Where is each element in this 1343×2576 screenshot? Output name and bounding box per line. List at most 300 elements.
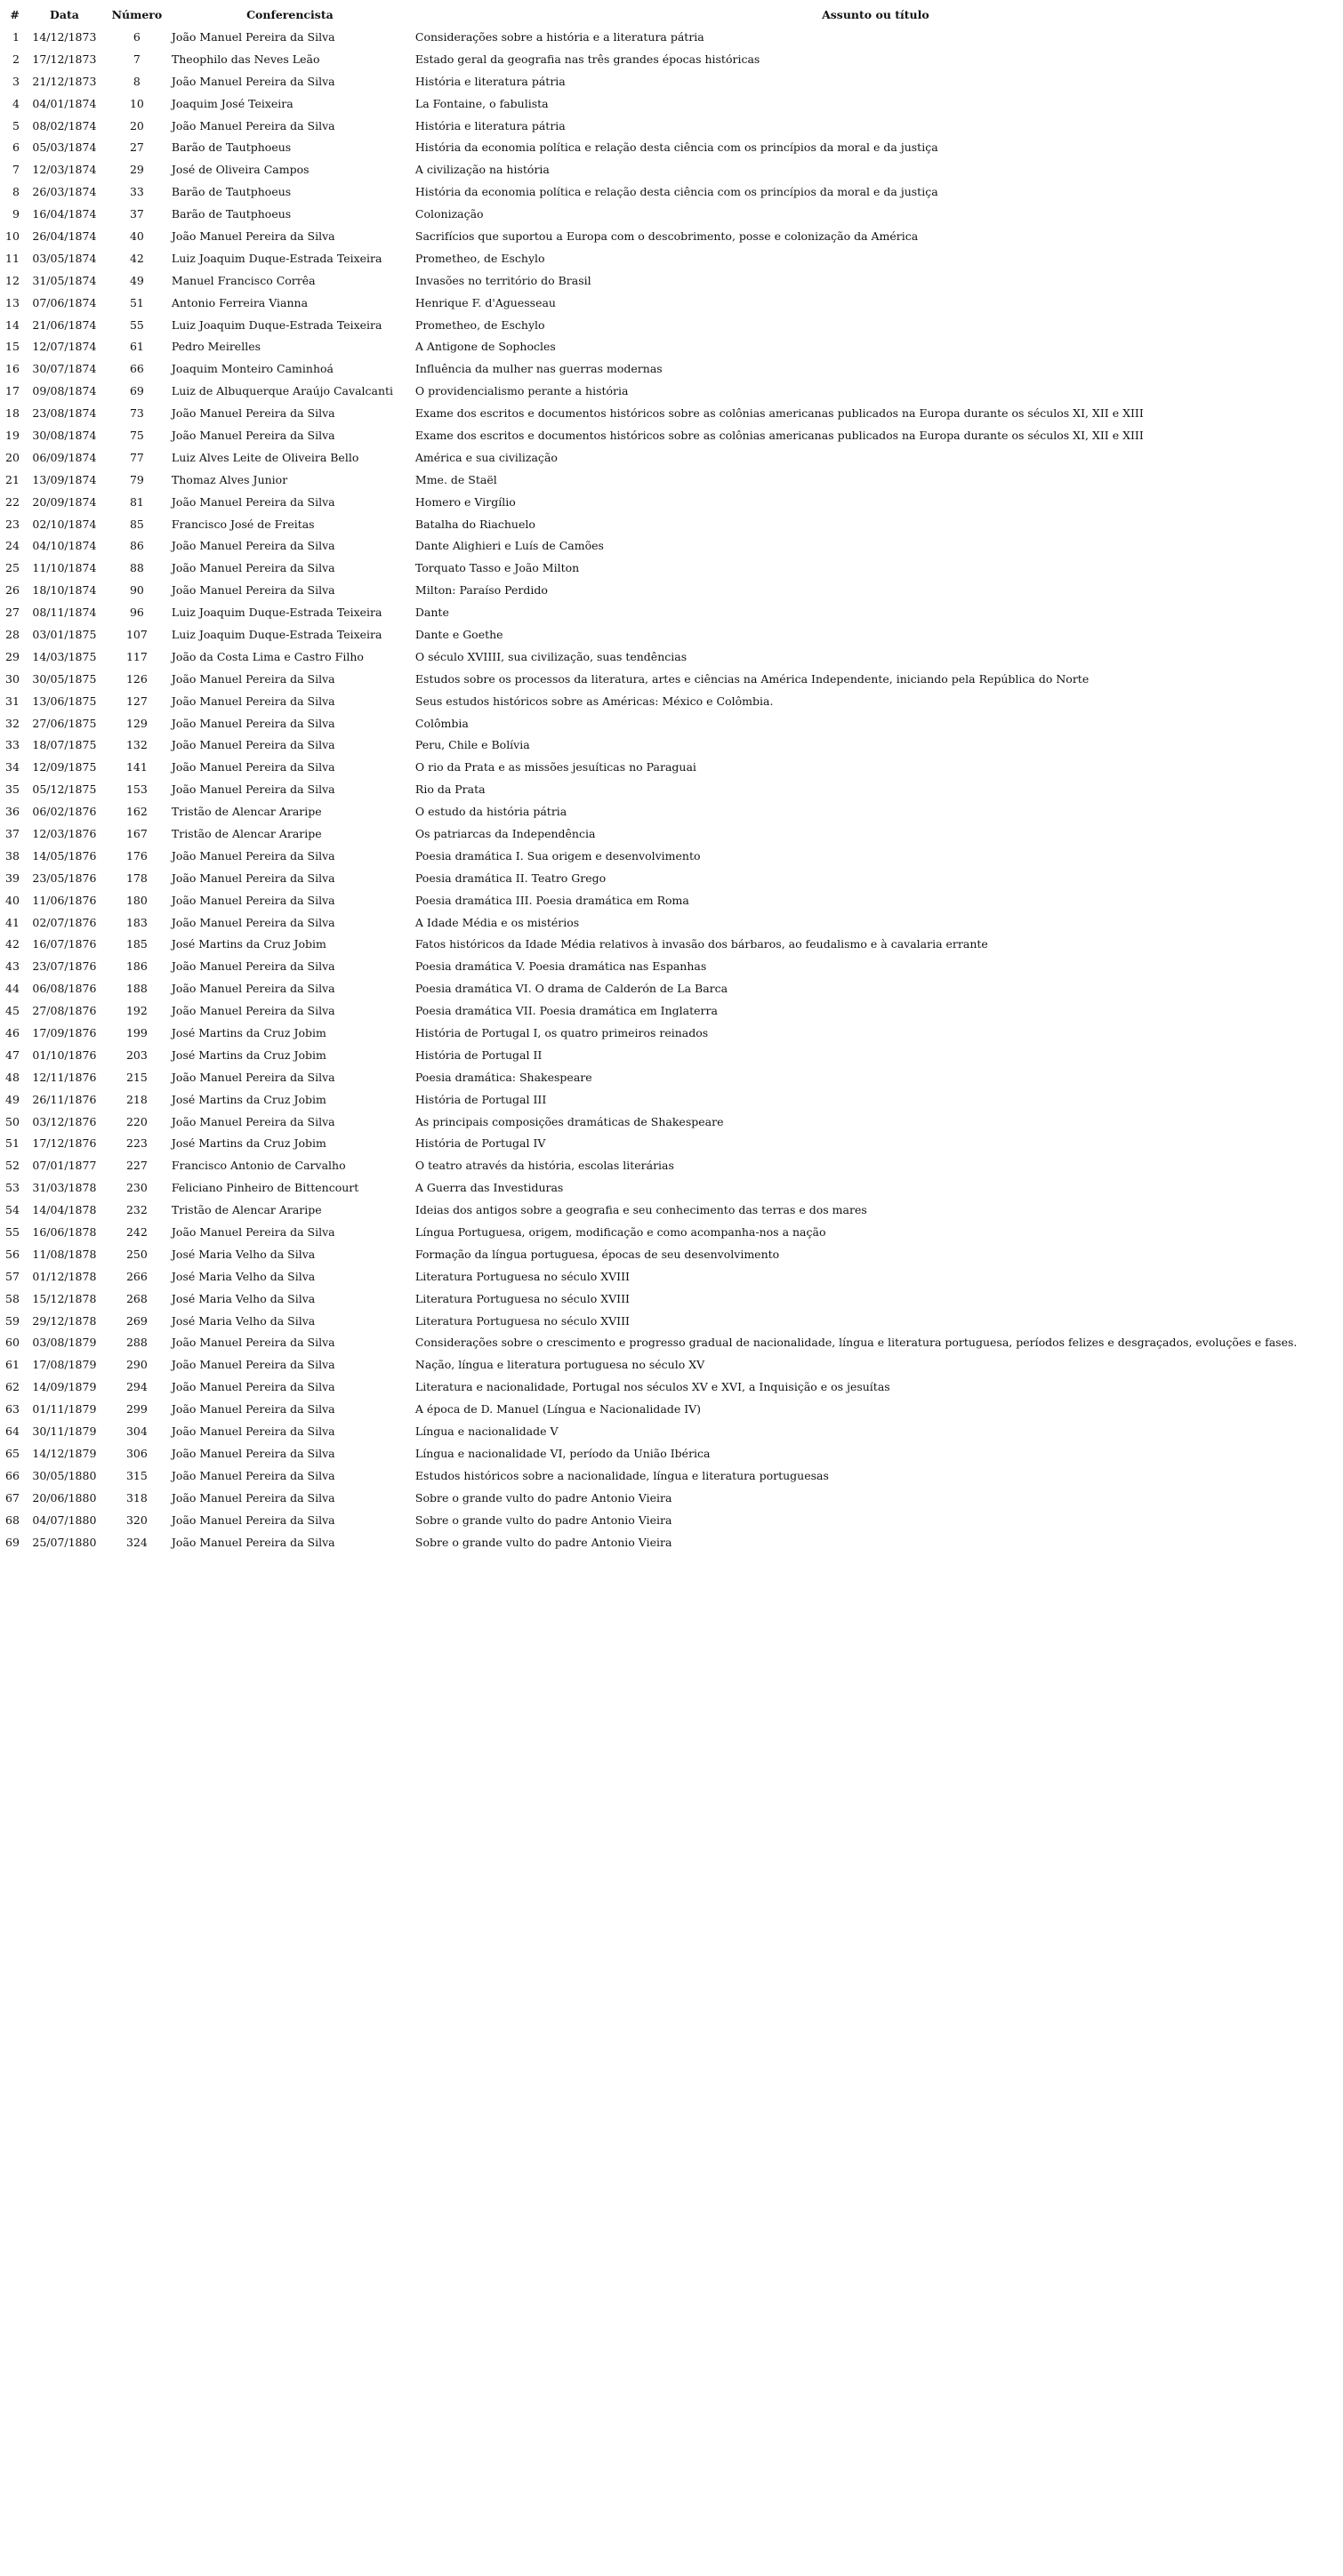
- cell-lecturer: João Manuel Pereira da Silva: [171, 1114, 335, 1128]
- cell-subject: Poesia dramática I. Sua origem e desenvolvimento: [414, 848, 701, 863]
- cell-number: 107: [125, 627, 148, 641]
- cell-lecturer: Manuel Francisco Corrêa: [171, 273, 316, 287]
- cell-date: 17/08/1879: [32, 1358, 97, 1372]
- cell-number: 220: [125, 1114, 148, 1128]
- cell-lecturer: João Manuel Pereira da Silva: [171, 1070, 335, 1084]
- cell-lecturer: João Manuel Pereira da Silva: [171, 871, 335, 885]
- table-row: [2, 1353, 1339, 1376]
- table-row: [2, 579, 1339, 601]
- cell-subject: Milton: Paraíso Perdido: [414, 583, 548, 598]
- cell-subject: Dante Alighieri e Luís de Camões: [414, 539, 604, 553]
- cell-index: 52: [5, 1159, 20, 1173]
- cell-lecturer: Pedro Meirelles: [171, 340, 261, 354]
- cell-index: 48: [5, 1070, 20, 1084]
- cell-lecturer: Joaquim José Teixeira: [171, 96, 294, 110]
- cell-number: 61: [129, 340, 144, 354]
- cell-date: 09/08/1874: [32, 384, 97, 398]
- table-row: [2, 867, 1339, 889]
- cell-subject: Dante e Goethe: [414, 627, 503, 641]
- cell-subject: Torquato Tasso e João Milton: [414, 561, 580, 575]
- cell-number: 218: [125, 1092, 148, 1106]
- cell-lecturer: João Manuel Pereira da Silva: [171, 1424, 335, 1439]
- table-row: [2, 1509, 1339, 1531]
- table-row: [2, 225, 1339, 247]
- cell-number: 37: [129, 207, 144, 221]
- table-row: [2, 756, 1339, 778]
- cell-index: 9: [12, 207, 20, 221]
- table-row: [2, 646, 1339, 668]
- cell-subject: História e literatura pátria: [414, 74, 566, 88]
- cell-subject: Poesia dramática II. Teatro Grego: [414, 871, 607, 885]
- cell-date: 26/04/1874: [32, 229, 97, 243]
- cell-lecturer: João Manuel Pereira da Silva: [171, 1468, 335, 1482]
- cell-date: 11/06/1876: [32, 893, 97, 907]
- cell-subject: Influência da mulher nas guerras modernas: [414, 362, 663, 376]
- table-row: [2, 424, 1339, 446]
- cell-subject: Henrique F. d'Aguesseau: [414, 295, 556, 309]
- cell-lecturer: Antonio Ferreira Vianna: [171, 295, 309, 309]
- table-row: [2, 203, 1339, 225]
- cell-subject: Prometheo, de Eschylo: [414, 317, 545, 332]
- cell-date: 01/10/1876: [32, 1047, 97, 1062]
- cell-index: 17: [5, 384, 20, 398]
- cell-date: 14/04/1878: [32, 1203, 97, 1217]
- table-row: [2, 48, 1339, 70]
- cell-number: 288: [125, 1336, 148, 1350]
- cell-lecturer: João Manuel Pereira da Silva: [171, 29, 335, 44]
- cell-lecturer: João Manuel Pereira da Silva: [171, 1535, 335, 1549]
- cell-number: 162: [125, 805, 148, 819]
- table-row: [2, 1310, 1339, 1332]
- cell-date: 04/01/1874: [32, 96, 97, 110]
- cell-subject: Fatos históricos da Idade Média relativos à invasão dos bárbaros, ao feudalismo e à cavalaria errante: [414, 937, 988, 951]
- lectures-table-container: [2, 4, 1341, 1553]
- cell-date: 15/12/1878: [32, 1291, 97, 1305]
- cell-number: 250: [125, 1247, 148, 1261]
- cell-date: 05/03/1874: [32, 140, 97, 155]
- table-row: [2, 1487, 1339, 1509]
- cell-lecturer: José Martins da Cruz Jobim: [171, 1047, 326, 1062]
- cell-index: 40: [5, 893, 20, 907]
- cell-lecturer: João Manuel Pereira da Silva: [171, 1336, 335, 1350]
- cell-subject: Colonização: [414, 207, 484, 221]
- cell-index: 55: [5, 1225, 20, 1240]
- table-row: [2, 469, 1339, 491]
- table-row: [2, 1465, 1339, 1487]
- cell-index: 42: [5, 937, 20, 951]
- table-row: [2, 623, 1339, 646]
- cell-number: 27: [129, 140, 144, 155]
- cell-date: 30/08/1874: [32, 428, 97, 442]
- cell-lecturer: João Manuel Pereira da Silva: [171, 893, 335, 907]
- cell-lecturer: João Manuel Pereira da Silva: [171, 406, 335, 421]
- cell-lecturer: Tristão de Alencar Araripe: [171, 827, 322, 840]
- cell-date: 14/05/1876: [32, 848, 97, 863]
- header-lecturer: Conferencista: [246, 8, 334, 21]
- cell-number: 306: [125, 1446, 148, 1460]
- cell-subject: O rio da Prata e as missões jesuíticas no Paraguai: [414, 760, 696, 774]
- cell-date: 18/10/1874: [32, 583, 97, 598]
- cell-date: 30/05/1880: [32, 1468, 97, 1482]
- cell-date: 08/02/1874: [32, 118, 97, 132]
- cell-index: 49: [5, 1092, 20, 1106]
- cell-index: 26: [5, 583, 20, 598]
- cell-number: 10: [129, 96, 144, 110]
- cell-lecturer: João Manuel Pereira da Silva: [171, 915, 335, 929]
- cell-date: 05/12/1875: [32, 782, 97, 797]
- cell-index: 21: [5, 472, 20, 486]
- cell-subject: A Antigone de Sophocles: [414, 340, 556, 354]
- cell-date: 26/03/1874: [32, 185, 97, 199]
- cell-lecturer: José Martins da Cruz Jobim: [171, 1136, 326, 1151]
- cell-number: 304: [125, 1424, 148, 1439]
- cell-subject: Poesia dramática VI. O drama de Calderón de La Barca: [414, 982, 728, 996]
- cell-lecturer: João Manuel Pereira da Silva: [171, 1225, 335, 1240]
- table-row: [2, 357, 1339, 380]
- cell-subject: História de Portugal II: [414, 1047, 543, 1062]
- cell-index: 33: [5, 738, 20, 752]
- cell-lecturer: Theophilo das Neves Leão: [171, 52, 320, 66]
- cell-date: 11/10/1874: [32, 561, 97, 575]
- cell-subject: História e literatura pátria: [414, 118, 566, 132]
- cell-number: 153: [125, 782, 148, 797]
- table-row: [2, 1398, 1339, 1420]
- cell-lecturer: Luiz Joaquim Duque-Estrada Teixeira: [171, 317, 382, 332]
- cell-lecturer: José Maria Velho da Silva: [171, 1269, 316, 1283]
- table-row: [2, 1288, 1339, 1310]
- table-row: [2, 1221, 1339, 1243]
- table-row: [2, 314, 1339, 336]
- cell-subject: Sobre o grande vulto do padre Antonio Vieira: [414, 1490, 672, 1505]
- cell-number: 79: [129, 472, 144, 486]
- cell-subject: Invasões no território do Brasil: [414, 273, 591, 287]
- cell-lecturer: João Manuel Pereira da Silva: [171, 1513, 335, 1527]
- cell-subject: Ideias dos antigos sobre a geografia e seu conhecimento das terras e dos mares: [414, 1203, 867, 1217]
- cell-index: 14: [5, 317, 20, 332]
- cell-subject: Os patriarcas da Independência: [414, 827, 596, 840]
- table-row: [2, 1066, 1339, 1088]
- cell-date: 07/06/1874: [32, 295, 97, 309]
- cell-date: 16/04/1874: [32, 207, 97, 221]
- cell-date: 04/07/1880: [32, 1513, 97, 1527]
- cell-date: 12/03/1876: [32, 827, 97, 840]
- cell-date: 25/07/1880: [32, 1535, 97, 1549]
- cell-number: 51: [129, 295, 144, 309]
- table-row: [2, 446, 1339, 469]
- table-row: [2, 1243, 1339, 1265]
- header-row: [2, 4, 1339, 26]
- table-row: [2, 557, 1339, 579]
- cell-index: 53: [5, 1181, 20, 1195]
- cell-subject: Literatura Portuguesa no século XVIII: [414, 1313, 630, 1328]
- cell-lecturer: Luiz Alves Leite de Oliveira Bello: [171, 450, 359, 464]
- cell-lecturer: José Martins da Cruz Jobim: [171, 1092, 326, 1106]
- cell-number: 268: [125, 1291, 148, 1305]
- cell-number: 290: [125, 1358, 148, 1372]
- table-row: [2, 778, 1339, 800]
- cell-index: 47: [5, 1047, 20, 1062]
- table-row: [2, 1133, 1339, 1155]
- cell-index: 68: [5, 1513, 20, 1527]
- table-row: [2, 402, 1339, 424]
- cell-index: 63: [5, 1402, 20, 1416]
- cell-date: 11/08/1878: [32, 1247, 97, 1261]
- cell-subject: La Fontaine, o fabulista: [414, 96, 549, 110]
- cell-subject: Poesia dramática: Shakespeare: [414, 1070, 592, 1084]
- table-row: [2, 491, 1339, 513]
- cell-date: 17/12/1873: [32, 52, 97, 66]
- cell-index: 29: [5, 649, 20, 663]
- cell-index: 39: [5, 871, 20, 885]
- cell-index: 28: [5, 627, 20, 641]
- cell-lecturer: João Manuel Pereira da Silva: [171, 1402, 335, 1416]
- table-row: [2, 1531, 1339, 1553]
- cell-lecturer: Luiz de Albuquerque Araújo Cavalcanti: [171, 384, 394, 398]
- cell-lecturer: João Manuel Pereira da Silva: [171, 583, 335, 598]
- cell-subject: Prometheo, de Eschylo: [414, 251, 545, 265]
- cell-subject: O providencialismo perante a história: [414, 384, 629, 398]
- cell-index: 19: [5, 428, 20, 442]
- table-row: [2, 269, 1339, 292]
- cell-number: 42: [129, 251, 144, 265]
- cell-number: 192: [125, 1004, 148, 1018]
- cell-date: 06/02/1876: [32, 805, 97, 819]
- cell-index: 16: [5, 362, 20, 376]
- cell-lecturer: João Manuel Pereira da Silva: [171, 738, 335, 752]
- table-row: [2, 1176, 1339, 1199]
- cell-lecturer: Francisco José de Freitas: [171, 517, 315, 531]
- cell-subject: Literatura Portuguesa no século XVIII: [414, 1269, 630, 1283]
- cell-number: 126: [125, 671, 148, 686]
- cell-date: 23/07/1876: [32, 959, 97, 974]
- cell-index: 8: [12, 185, 20, 199]
- cell-index: 38: [5, 848, 20, 863]
- cell-number: 203: [125, 1047, 148, 1062]
- cell-date: 16/06/1878: [32, 1225, 97, 1240]
- table-row: [2, 1088, 1339, 1111]
- table-row: [2, 1154, 1339, 1176]
- cell-index: 57: [5, 1269, 20, 1283]
- cell-number: 167: [125, 827, 148, 840]
- cell-subject: Literatura Portuguesa no século XVIII: [414, 1291, 630, 1305]
- cell-number: 40: [129, 229, 144, 243]
- cell-number: 90: [129, 583, 144, 598]
- cell-date: 14/09/1879: [32, 1380, 97, 1394]
- cell-index: 23: [5, 517, 20, 531]
- cell-subject: Estado geral da geografia nas três grandes épocas históricas: [414, 52, 760, 66]
- cell-index: 43: [5, 959, 20, 974]
- cell-number: 96: [129, 606, 144, 620]
- cell-subject: História de Portugal I, os quatro primeiros reinados: [414, 1026, 709, 1040]
- cell-date: 30/11/1879: [32, 1424, 97, 1439]
- cell-index: 24: [5, 539, 20, 553]
- cell-number: 199: [125, 1026, 148, 1040]
- cell-date: 02/10/1874: [32, 517, 97, 531]
- table-row: [2, 1420, 1339, 1442]
- cell-lecturer: Joaquim Monteiro Caminhoá: [171, 362, 334, 376]
- cell-number: 117: [125, 649, 148, 663]
- cell-subject: Seus estudos históricos sobre as Américas: México e Colômbia.: [414, 694, 774, 708]
- cell-date: 16/07/1876: [32, 937, 97, 951]
- table-header: [2, 4, 1339, 26]
- cell-lecturer: João Manuel Pereira da Silva: [171, 494, 335, 509]
- cell-lecturer: João Manuel Pereira da Silva: [171, 671, 335, 686]
- cell-lecturer: João Manuel Pereira da Silva: [171, 760, 335, 774]
- cell-subject: Peru, Chile e Bolívia: [414, 738, 530, 752]
- table-row: [2, 335, 1339, 357]
- header-date: Data: [50, 8, 79, 21]
- cell-number: 88: [129, 561, 144, 575]
- cell-date: 14/03/1875: [32, 649, 97, 663]
- cell-index: 54: [5, 1203, 20, 1217]
- cell-number: 294: [125, 1380, 148, 1394]
- table-row: [2, 92, 1339, 115]
- cell-index: 64: [5, 1424, 20, 1439]
- cell-subject: História da economia política e relação desta ciência com os princípios da moral e da justiça: [414, 185, 938, 199]
- cell-date: 26/11/1876: [32, 1092, 97, 1106]
- cell-number: 188: [125, 982, 148, 996]
- cell-lecturer: João Manuel Pereira da Silva: [171, 1380, 335, 1394]
- cell-index: 10: [5, 229, 20, 243]
- cell-index: 5: [12, 118, 20, 132]
- cell-number: 49: [129, 273, 144, 287]
- cell-number: 75: [129, 428, 144, 442]
- cell-lecturer: João Manuel Pereira da Silva: [171, 1004, 335, 1018]
- cell-number: 269: [125, 1313, 148, 1328]
- cell-date: 30/07/1874: [32, 362, 97, 376]
- cell-date: 03/05/1874: [32, 251, 97, 265]
- table-row: [2, 712, 1339, 734]
- cell-subject: Colômbia: [414, 716, 469, 730]
- cell-date: 30/05/1875: [32, 671, 97, 686]
- cell-subject: A época de D. Manuel (Língua e Nacionalidade IV): [414, 1402, 702, 1416]
- cell-subject: Exame dos escritos e documentos históricos sobre as colônias americanas publicados na Europa durante os séculos XI, XII e XIII: [414, 406, 1144, 421]
- cell-subject: Literatura e nacionalidade, Portugal nos séculos XV e XVI, a Inquisição e os jesuítas: [414, 1380, 890, 1394]
- cell-number: 185: [125, 937, 148, 951]
- cell-index: 61: [5, 1358, 20, 1372]
- cell-index: 59: [5, 1313, 20, 1328]
- cell-index: 37: [5, 827, 20, 840]
- table-row: [2, 800, 1339, 823]
- cell-number: 180: [125, 893, 148, 907]
- cell-lecturer: José Maria Velho da Silva: [171, 1313, 316, 1328]
- cell-number: 315: [125, 1468, 148, 1482]
- cell-number: 178: [125, 871, 148, 885]
- cell-lecturer: José Maria Velho da Silva: [171, 1291, 316, 1305]
- cell-date: 08/11/1874: [32, 606, 97, 620]
- cell-date: 21/12/1873: [32, 74, 97, 88]
- cell-subject: Nação, língua e literatura portuguesa no século XV: [414, 1358, 705, 1372]
- cell-number: 230: [125, 1181, 148, 1195]
- cell-subject: Homero e Virgílio: [414, 494, 516, 509]
- cell-date: 01/12/1878: [32, 1269, 97, 1283]
- cell-subject: As principais composições dramáticas de Shakespeare: [414, 1114, 724, 1128]
- cell-index: 65: [5, 1446, 20, 1460]
- cell-index: 1: [12, 29, 20, 44]
- cell-subject: Sobre o grande vulto do padre Antonio Vieira: [414, 1535, 672, 1549]
- cell-lecturer: João da Costa Lima e Castro Filho: [171, 649, 364, 663]
- cell-lecturer: Tristão de Alencar Araripe: [171, 805, 322, 819]
- cell-index: 69: [5, 1535, 20, 1549]
- cell-lecturer: João Manuel Pereira da Silva: [171, 716, 335, 730]
- lectures-table: [2, 4, 1339, 1553]
- cell-lecturer: Barão de Tautphoeus: [171, 185, 292, 199]
- cell-date: 29/12/1878: [32, 1313, 97, 1328]
- table-row: [2, 934, 1339, 956]
- cell-lecturer: João Manuel Pereira da Silva: [171, 959, 335, 974]
- table-row: [2, 513, 1339, 535]
- cell-date: 12/11/1876: [32, 1070, 97, 1084]
- cell-date: 18/07/1875: [32, 738, 97, 752]
- cell-lecturer: Feliciano Pinheiro de Bittencourt: [171, 1181, 359, 1195]
- cell-date: 03/01/1875: [32, 627, 97, 641]
- cell-date: 14/12/1873: [32, 29, 97, 44]
- table-row: [2, 690, 1339, 712]
- header-index: #: [10, 8, 20, 21]
- cell-number: 242: [125, 1225, 148, 1240]
- table-row: [2, 955, 1339, 977]
- cell-date: 06/09/1874: [32, 450, 97, 464]
- cell-subject: Sobre o grande vulto do padre Antonio Vieira: [414, 1513, 672, 1527]
- cell-number: 81: [129, 494, 144, 509]
- cell-index: 12: [5, 273, 20, 287]
- table-row: [2, 734, 1339, 757]
- cell-number: 132: [125, 738, 148, 752]
- cell-index: 66: [5, 1468, 20, 1482]
- cell-index: 31: [5, 694, 20, 708]
- cell-subject: Mme. de Staël: [414, 472, 497, 486]
- cell-subject: A Idade Média e os mistérios: [414, 915, 580, 929]
- table-row: [2, 1376, 1339, 1398]
- table-row: [2, 1022, 1339, 1044]
- cell-index: 18: [5, 406, 20, 421]
- cell-lecturer: João Manuel Pereira da Silva: [171, 229, 335, 243]
- cell-lecturer: José Martins da Cruz Jobim: [171, 937, 326, 951]
- table-row: [2, 1442, 1339, 1465]
- table-row: [2, 1332, 1339, 1354]
- cell-subject: Língua e nacionalidade V: [414, 1424, 559, 1439]
- header-subject: Assunto ou título: [822, 8, 929, 21]
- cell-subject: Sacrifícios que suportou a Europa com o descobrimento, posse e colonização da América: [414, 229, 919, 243]
- cell-lecturer: João Manuel Pereira da Silva: [171, 428, 335, 442]
- cell-subject: História de Portugal IV: [414, 1136, 546, 1151]
- cell-number: 85: [129, 517, 144, 531]
- cell-index: 62: [5, 1380, 20, 1394]
- cell-lecturer: Barão de Tautphoeus: [171, 207, 292, 221]
- cell-lecturer: João Manuel Pereira da Silva: [171, 74, 335, 88]
- cell-date: 17/12/1876: [32, 1136, 97, 1151]
- table-row: [2, 70, 1339, 92]
- cell-date: 12/03/1874: [32, 163, 97, 177]
- cell-number: 176: [125, 848, 148, 863]
- cell-date: 27/08/1876: [32, 1004, 97, 1018]
- cell-lecturer: João Manuel Pereira da Silva: [171, 694, 335, 708]
- cell-subject: Língua Portuguesa, origem, modificação e como acompanha-nos a nação: [414, 1225, 826, 1240]
- cell-index: 58: [5, 1291, 20, 1305]
- cell-subject: História de Portugal III: [414, 1092, 547, 1106]
- table-row: [2, 380, 1339, 402]
- table-row: [2, 668, 1339, 690]
- cell-date: 31/05/1874: [32, 273, 97, 287]
- cell-lecturer: Tristão de Alencar Araripe: [171, 1203, 322, 1217]
- table-row: [2, 911, 1339, 934]
- cell-lecturer: João Manuel Pereira da Silva: [171, 1446, 335, 1460]
- cell-lecturer: João Manuel Pereira da Silva: [171, 561, 335, 575]
- cell-index: 13: [5, 295, 20, 309]
- cell-lecturer: João Manuel Pereira da Silva: [171, 782, 335, 797]
- cell-date: 01/11/1879: [32, 1402, 97, 1416]
- cell-number: 299: [125, 1402, 148, 1416]
